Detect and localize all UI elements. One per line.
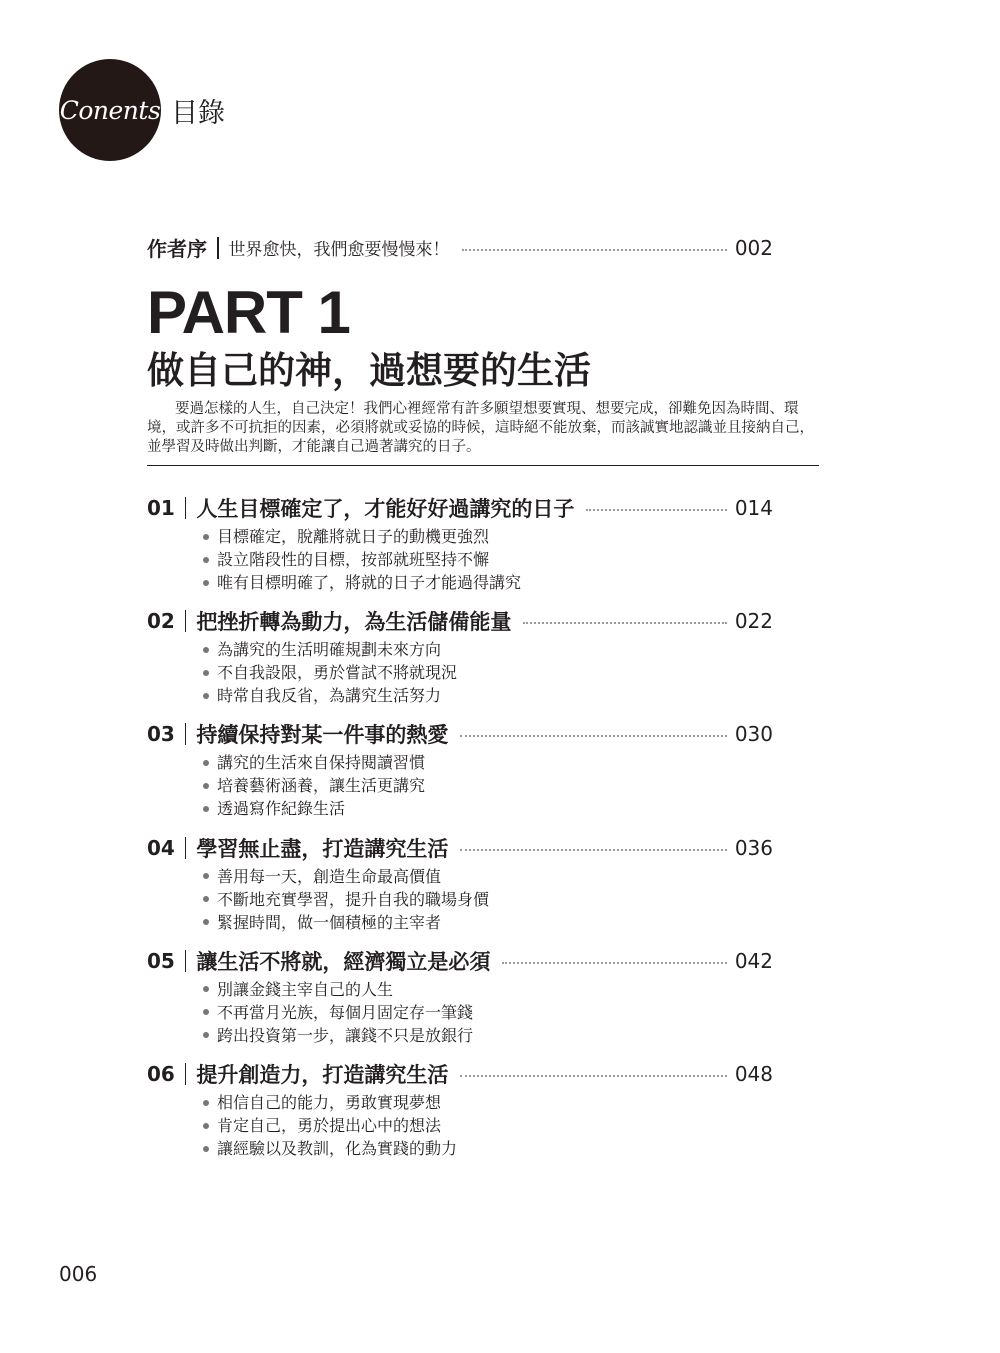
page-number: 006 xyxy=(59,1262,98,1286)
chapter-page-number: 048 xyxy=(734,1062,773,1086)
chapter-page-number: 014 xyxy=(734,496,773,520)
bullet-dot-icon xyxy=(203,760,209,766)
separator-bar xyxy=(185,497,187,519)
dot-leader xyxy=(460,849,726,851)
chapter-title: 提升創造力，打造講究生活 xyxy=(196,1063,449,1087)
chapter-subtopics xyxy=(203,1091,457,1160)
subtopic-item xyxy=(203,571,521,594)
chapter-page-number: 036 xyxy=(734,835,773,860)
subtopic-text: 緊握時間，做一個積極的主宰者 xyxy=(217,912,442,932)
subtopic-item xyxy=(203,911,489,934)
subtopic-item xyxy=(203,1001,473,1024)
preface-key: 作者序 xyxy=(147,237,207,261)
subtopic-item xyxy=(203,1091,457,1114)
dot-leader xyxy=(502,962,726,964)
subtopic-text: 不自我設限，勇於嘗試不將就現況 xyxy=(217,663,458,683)
subtopic-text: 不斷地充實學習，提升自我的職場身價 xyxy=(217,889,490,909)
dot-leader xyxy=(523,622,726,624)
chapter-subtopics xyxy=(203,751,425,820)
separator-bar xyxy=(185,950,187,972)
subtopic-text: 目標確定，脫離將就日子的動機更強烈 xyxy=(217,527,490,546)
preface-page-number: 002 xyxy=(734,235,773,260)
part-subtitle: 做自己的神，過想要的生活 xyxy=(147,349,591,392)
bullet-dot-icon xyxy=(203,806,209,812)
subtopic-text: 時常自我反省，為講究生活努力 xyxy=(217,686,442,706)
subtopic-text: 別讓金錢主宰自己的人生 xyxy=(217,979,394,999)
bullet-dot-icon xyxy=(203,919,209,925)
bullet-dot-icon xyxy=(203,1123,209,1129)
subtopic-item xyxy=(203,751,425,774)
subtopic-item xyxy=(203,661,457,684)
contents-badge xyxy=(59,59,161,161)
subtopic-item xyxy=(203,797,425,820)
contents-label: 目錄 xyxy=(171,97,225,129)
chapter-title: 持續保持對某一件事的熱愛 xyxy=(196,723,449,748)
bullet-dot-icon xyxy=(203,580,209,586)
chapter-entry[interactable] xyxy=(147,719,773,749)
subtopic-item xyxy=(203,525,521,548)
chapter-subtopics xyxy=(203,978,473,1047)
bullet-dot-icon xyxy=(203,647,209,653)
subtopic-text: 跨出投資第一步，讓錢不只是放銀行 xyxy=(217,1025,474,1045)
bullet-dot-icon xyxy=(203,783,209,789)
separator-bar xyxy=(185,837,187,859)
subtopic-item xyxy=(203,548,521,571)
subtopic-text: 講究的生活來自保持閱讀習慣 xyxy=(217,753,426,773)
contents-badge-text: Conents xyxy=(59,95,161,125)
subtopic-text: 設立階段性的目標，按部就班堅持不懈 xyxy=(217,550,490,569)
subtopic-text: 善用每一天，創造生命最高價值 xyxy=(217,866,442,886)
bullet-dot-icon xyxy=(203,1009,209,1015)
chapter-entry[interactable] xyxy=(147,1059,773,1089)
bullet-dot-icon xyxy=(203,557,209,563)
bullet-dot-icon xyxy=(203,534,209,540)
bullet-dot-icon xyxy=(203,670,209,676)
subtopic-text: 相信自己的能力，勇敢實現夢想 xyxy=(217,1093,442,1112)
subtopic-text: 肯定自己，勇於提出心中的想法 xyxy=(217,1116,442,1135)
chapter-entry[interactable] xyxy=(147,833,773,863)
separator-bar xyxy=(185,1063,187,1085)
bullet-dot-icon xyxy=(203,1146,209,1152)
chapter-entry[interactable] xyxy=(147,946,773,976)
chapter-number: 03 xyxy=(147,722,175,747)
bullet-dot-icon xyxy=(203,873,209,879)
bullet-dot-icon xyxy=(203,1100,209,1106)
chapter-title: 讓生活不將就，經濟獨立是必須 xyxy=(196,949,491,974)
chapter-title: 學習無止盡，打造講究生活 xyxy=(196,836,449,861)
part-intro: 要過怎樣的人生，自己決定！我們心裡經常有許多願望想要實現、想要完成，卻難免因為時間、環境，或許多不可抗拒的因素，必須將就或妥協的時候，這時絕不能放棄，而該誠實地認識並且接納自己，並學習及時做出判斷，才能讓自己過著講究的日子。 xyxy=(147,401,814,455)
bullet-dot-icon xyxy=(203,896,209,902)
chapter-subtopics xyxy=(203,638,457,707)
contents-header xyxy=(59,59,225,161)
subtopic-item xyxy=(203,1024,473,1047)
subtopic-text: 為講究的生活明確規劃未來方向 xyxy=(217,640,442,660)
bullet-dot-icon xyxy=(203,1032,209,1038)
subtopic-text: 讓經驗以及教訓，化為實踐的動力 xyxy=(217,1139,458,1158)
subtopic-item xyxy=(203,865,489,888)
dot-leader xyxy=(462,249,727,251)
chapter-page-number: 030 xyxy=(734,722,773,747)
chapter-number: 06 xyxy=(147,1062,175,1086)
chapter-title: 人生目標確定了，才能好好過講究的日子 xyxy=(196,497,575,521)
separator-bar xyxy=(217,237,219,259)
subtopic-item xyxy=(203,1137,457,1160)
part-title: PART 1 xyxy=(147,279,350,346)
preface-title: 世界愈快，我們愈要慢慢來！ xyxy=(228,240,450,260)
chapter-entry[interactable] xyxy=(147,493,773,523)
dot-leader xyxy=(460,1075,726,1077)
dot-leader xyxy=(586,509,726,511)
chapter-page-number: 022 xyxy=(734,609,773,634)
subtopic-text: 唯有目標明確了，將就的日子才能過得講究 xyxy=(217,573,522,592)
bullet-dot-icon xyxy=(203,986,209,992)
separator-bar xyxy=(185,610,187,632)
chapter-number: 02 xyxy=(147,609,175,634)
chapter-subtopics xyxy=(203,865,489,934)
chapter-number: 04 xyxy=(147,835,175,860)
bullet-dot-icon xyxy=(203,693,209,699)
chapter-title: 把挫折轉為動力，為生活儲備能量 xyxy=(196,610,512,635)
subtopic-text: 培養藝術涵養，讓生活更講究 xyxy=(217,776,426,796)
subtopic-item xyxy=(203,774,425,797)
subtopic-item xyxy=(203,1114,457,1137)
subtopic-item xyxy=(203,978,473,1001)
subtopic-item xyxy=(203,888,489,911)
chapter-number: 01 xyxy=(147,496,175,520)
dot-leader xyxy=(460,735,726,737)
subtopic-item xyxy=(203,638,457,661)
preface-entry[interactable] xyxy=(147,233,773,262)
separator-bar xyxy=(185,723,187,745)
subtopic-text: 不再當月光族，每個月固定存一筆錢 xyxy=(217,1002,474,1022)
chapter-subtopics xyxy=(203,525,521,594)
chapter-page-number: 042 xyxy=(734,948,773,973)
divider-line xyxy=(147,465,819,466)
chapter-entry[interactable] xyxy=(147,606,773,636)
chapter-number: 05 xyxy=(147,948,175,973)
subtopic-item xyxy=(203,684,457,707)
subtopic-text: 透過寫作紀錄生活 xyxy=(217,799,346,819)
